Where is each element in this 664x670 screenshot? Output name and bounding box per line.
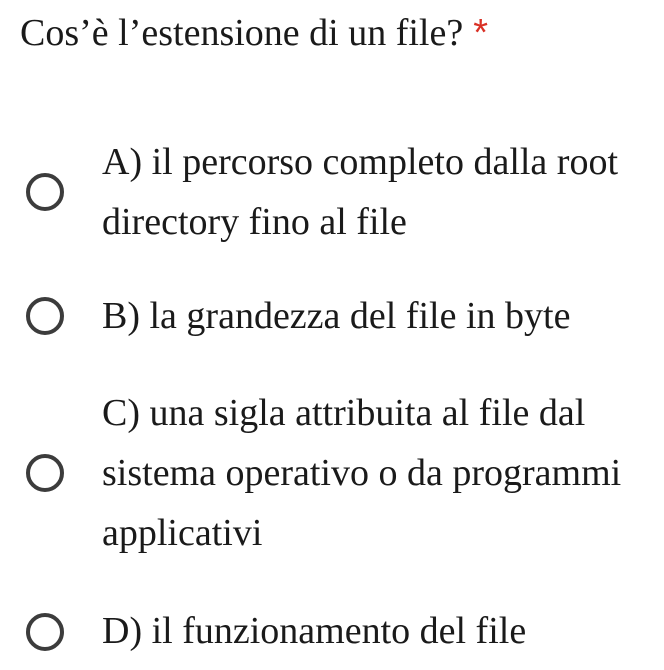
option-d[interactable] [0, 601, 664, 661]
option-b-label: B) la grandezza del file in byte [102, 295, 571, 337]
radio-button-c[interactable] [26, 454, 64, 492]
option-d-label: D) il funzionamento del file [102, 610, 527, 652]
radio-button-b[interactable] [26, 297, 64, 335]
question-text: Cos’è l’estensione di un file? [20, 12, 464, 54]
option-c[interactable] [0, 383, 664, 563]
radio-button-d[interactable] [26, 613, 64, 651]
option-b[interactable] [0, 286, 664, 346]
radio-button-a[interactable] [26, 173, 64, 211]
option-a-label: A) il percorso completo dalla root directory fino al file [102, 141, 619, 243]
required-asterisk: * [473, 12, 489, 54]
option-c-label: C) una sigla attribuita al file dal sistema operativo o da programmi applicativi [102, 392, 622, 554]
option-a[interactable] [0, 132, 664, 252]
question-title [20, 8, 488, 58]
